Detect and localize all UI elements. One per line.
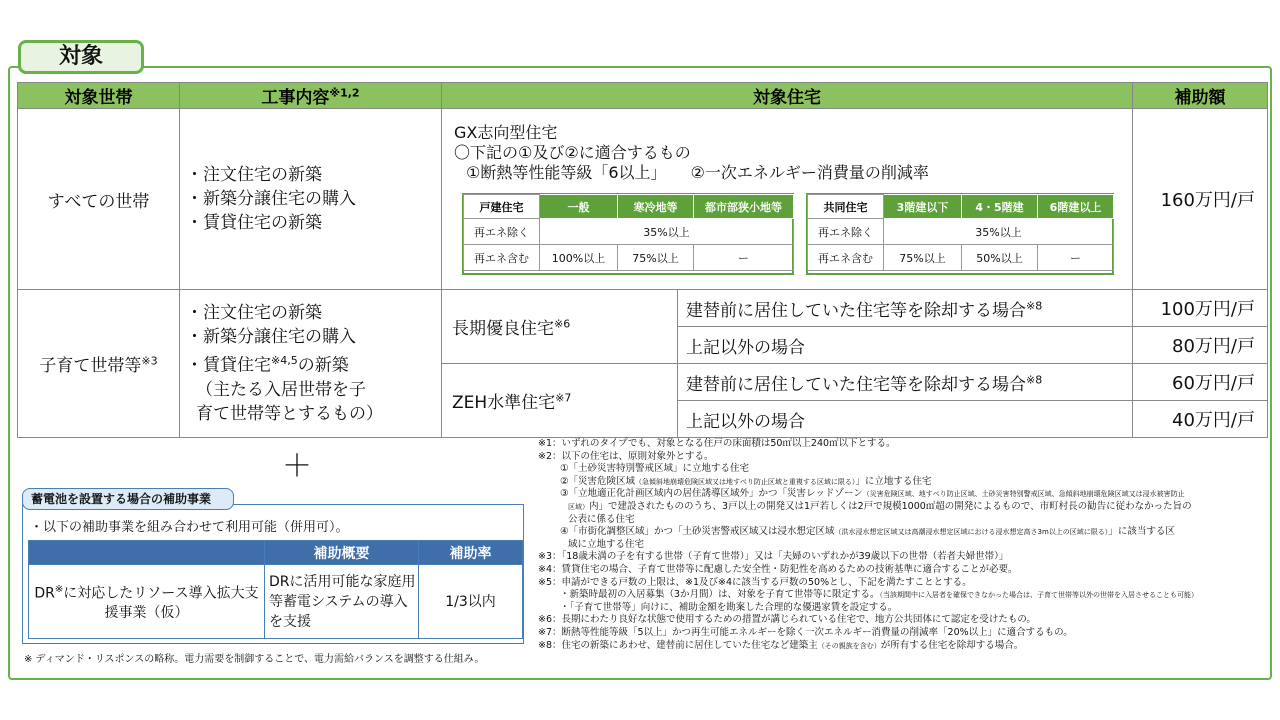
battery-footnote: ※ ディマンド・リスポンスの略称。電力需要を制御することで、電力需給バランスを調整する仕組み。 <box>24 654 485 665</box>
note-5: ※5：申請ができる戸数の上限は、※1及び※4に該当する戸数の50%とし、下記を満たすこととする。 <box>538 576 972 588</box>
note-1: ※1：いずれのタイプでも、対象となる住戸の床面積は50㎡以上240㎡以下とする。 <box>538 438 896 449</box>
note-2-1: ①「土砂災害特別警戒区域」に立地する住宅 <box>560 463 750 475</box>
amount-long-other: 80万円/戸 <box>1133 327 1268 364</box>
amount-zeh-other: 40万円/戸 <box>1133 401 1268 438</box>
battery-title: 蓄電池を設置する場合の補助事業 <box>22 488 234 510</box>
works-child: ・注文住宅の新築 ・新築分譲住宅の購入 ・賃貸住宅$^{※4,5}$の新築 （主たる入居世帯を子 育て世帯等とするもの） <box>180 290 442 438</box>
collective-table: 共同住宅 3階建以下 4・5階建 6階建以上 再エネ除く 35%以上 再エネ含む 75%以上 50%以上 ー <box>807 194 1114 271</box>
case-rebuild: 建替前に居住していた住宅等を除却する場合$^{※8}$ <box>678 290 1133 327</box>
amount-long-rebuild: 100万円/戸 <box>1133 290 1268 327</box>
section-title: 対象 <box>18 40 144 74</box>
note-4: ※4：賃貸住宅の場合、子育て世帯等に配慮した安全性・防犯性を高めるための技術基準に適合することが必要。 <box>538 563 1018 575</box>
gx-condition: 〇下記の①及び②に適合するもの <box>454 143 691 162</box>
battery-note: ・以下の補助事業を組み合わせて利用可能（併用可）。 <box>30 520 349 535</box>
detached-table: 戸建住宅 一般 寒冷地等 都市部狭小地等 再エネ除く 35%以上 再エネ含む 100%以上 75%以上 ー <box>463 194 794 271</box>
note-8: ※8：住宅の新築にあわせ、建替前に居住していた住宅など建築主（その親族を含む）が所有する住宅を除却する場合。 <box>538 639 1024 651</box>
household-child: 子育て世帯等$^{※3}$ <box>18 290 180 438</box>
note-2-3-cont: 区域）内」で建設されたもののうち、3戸以上の開発又は1戸若しくは2戸で規模1000㎡超の開発によるもので、市町村長の勧告に従わなかった旨の <box>568 500 1192 512</box>
header-amount: 補助額 <box>1133 83 1268 109</box>
case-rebuild: 建替前に居住していた住宅等を除却する場合$^{※8}$ <box>678 364 1133 401</box>
case-other: 上記以外の場合 <box>678 327 1133 364</box>
household-all: すべての世帯 <box>18 109 180 290</box>
note-3: ※3：「18歳未満の子を有する世帯（子育て世帯）」又は「夫婦のいずれかが39歳以下の世帯（若者夫婦世帯）」 <box>538 551 1009 563</box>
table-row <box>18 290 1268 327</box>
gx-housing-cell <box>442 109 1133 290</box>
battery-rate: 1/3以内 <box>419 565 523 639</box>
battery-header-overview: 補助概要 <box>265 541 419 565</box>
table-header-row <box>18 83 1268 109</box>
note-2-4: ④「市街化調整区域」かつ「土砂災害警戒区域又は浸水想定区域（洪水浸水想定区域又は高潮浸水想定区域における浸水想定高さ3m以上の区域に限る）」に該当する区 <box>560 526 1175 538</box>
footnotes: ※1：いずれのタイプでも、対象となる住戸の床面積は50㎡以上240㎡以下とする。 ※2：以下の住宅は、原則対象外とする。 ①「土砂災害特別警戒区域」に立地する住宅 ②「災害危険区域（急傾斜地崩壊危険区域又は地すべり防止区域と重複する区域に限る）」に立地する住宅 ③「立地適正化計画区域内の居住誘導区域外」かつ「災害レッドゾーン（災害危険区域、地すべり防止区域、土砂災害特別警戒区域、急傾斜地崩壊危険区域又は浸水被害防止 区域）内」で建設されたもののうち、3戸以上の開発又は1戸若しくは2戸で規模1000㎡超の開発によるもので、市町村長の勧告に従わなかった旨の 公表に係る住宅 ④「市街化調整区域」かつ「土砂災害警戒区域又は浸水想定区域（洪水浸水想定区域又は高潮浸水想定区域における浸水想定高さ3m以上の区域に限る）」に該当する区 域に立地する住宅 ※3：「18歳未満の子を有する世帯（子育て世帯）」又は「夫婦のいずれかが39歳以下の世帯（若者夫婦世帯）」 ※4：賃貸住宅の場合、子育て世帯等に配慮した安全性・防犯性を高めるための技術基準に適合することが必要。 ※5：申請ができる戸数の上限は、※1及び※4に該当する戸数の50%とし、下記を満たすこととする。 ・新築時最初の入居募集（3か月間）は、対象を子育て世帯等に限定する。（当該期間中に入居者を確保できなかった場合は、子育て世帯等以外の世帯を入居させることも可能） ・「子育て世帯等」向けに、補助金額を勘案した合理的な優遇家賃を設定する。 ※6：長期にわたり良好な状態で使用するための措置が講じられている住宅で、地方公共団体にて認定を受けたもの。 ※7：断熱等性能等級「5以上」かつ再生可能エネルギーを除く一次エネルギー消費量の削減率「20%以上」に適合するもの。 ※8：住宅の新築にあわせ、建替前に居住していた住宅など建築主（その親族を含む）が所有する住宅を除却する場合。 <box>538 438 1276 652</box>
gx-criteria: ①断熱等性能等級「6以上」 ②一次エネルギー消費量の削減率 <box>466 163 929 182</box>
plus-icon: ＋ <box>282 449 312 484</box>
header-housing: 対象住宅 <box>442 83 1133 109</box>
case-other: 上記以外の場合 <box>678 401 1133 438</box>
note-5-2: ・「子育て世帯等」向けに、補助金額を勘案した合理的な優遇家賃を設定する。 <box>560 601 898 613</box>
battery-table <box>28 540 523 639</box>
battery-header-rate: 補助率 <box>419 541 523 565</box>
note-2-2: ②「災害危険区域（急傾斜地崩壊危険区域又は地すべり防止区域と重複する区域に限る）」に立地する住宅 <box>560 475 932 487</box>
amount-gx: 160万円/戸 <box>1133 109 1268 290</box>
amount-zeh-rebuild: 60万円/戸 <box>1133 364 1268 401</box>
header-works: 工事内容$^{※1,2}$ <box>180 83 442 109</box>
long-term-housing: 長期優良住宅$^{※6}$ <box>442 290 678 364</box>
zeh-housing: ZEH水準住宅$^{※7}$ <box>442 364 678 438</box>
header-household: 対象世帯 <box>18 83 180 109</box>
collective-label: 共同住宅 <box>808 195 884 219</box>
works-all: ・注文住宅の新築 ・新築分譲住宅の購入 ・賃貸住宅の新築 <box>180 109 442 290</box>
battery-overview: DRに活用可能な家庭用等蓄電システムの導入を支援 <box>265 565 419 639</box>
note-5-1: ・新築時最初の入居募集（3か月間）は、対象を子育て世帯等に限定する。（当該期間中に入居者を確保できなかった場合は、子育て世帯等以外の世帯を入居させることも可能） <box>560 589 1199 601</box>
note-6: ※6：長期にわたり良好な状態で使用するための措置が講じられている住宅で、地方公共団体にて認定を受けたもの。 <box>538 614 1036 626</box>
note-2: ※2：以下の住宅は、原則対象外とする。 <box>538 450 714 462</box>
table-row <box>18 109 1268 290</box>
detached-label: 戸建住宅 <box>464 195 540 219</box>
note-7: ※7：断熱等性能等級「5以上」かつ再生可能エネルギーを除く一次エネルギー消費量の削減率「20%以上」に適合するもの。 <box>538 626 1073 638</box>
gx-title: GX志向型住宅 <box>454 123 558 142</box>
note-2-3: ③「立地適正化計画区域内の居住誘導区域外」かつ「災害レッドゾーン（災害危険区域、地すべり防止区域、土砂災害特別警戒区域、急傾斜地崩壊危険区域又は浸水被害防止 <box>560 488 1185 500</box>
battery-program: DR※に対応したリソース導入拡大支援事業（仮） <box>29 565 265 639</box>
subsidy-table <box>17 82 1268 438</box>
